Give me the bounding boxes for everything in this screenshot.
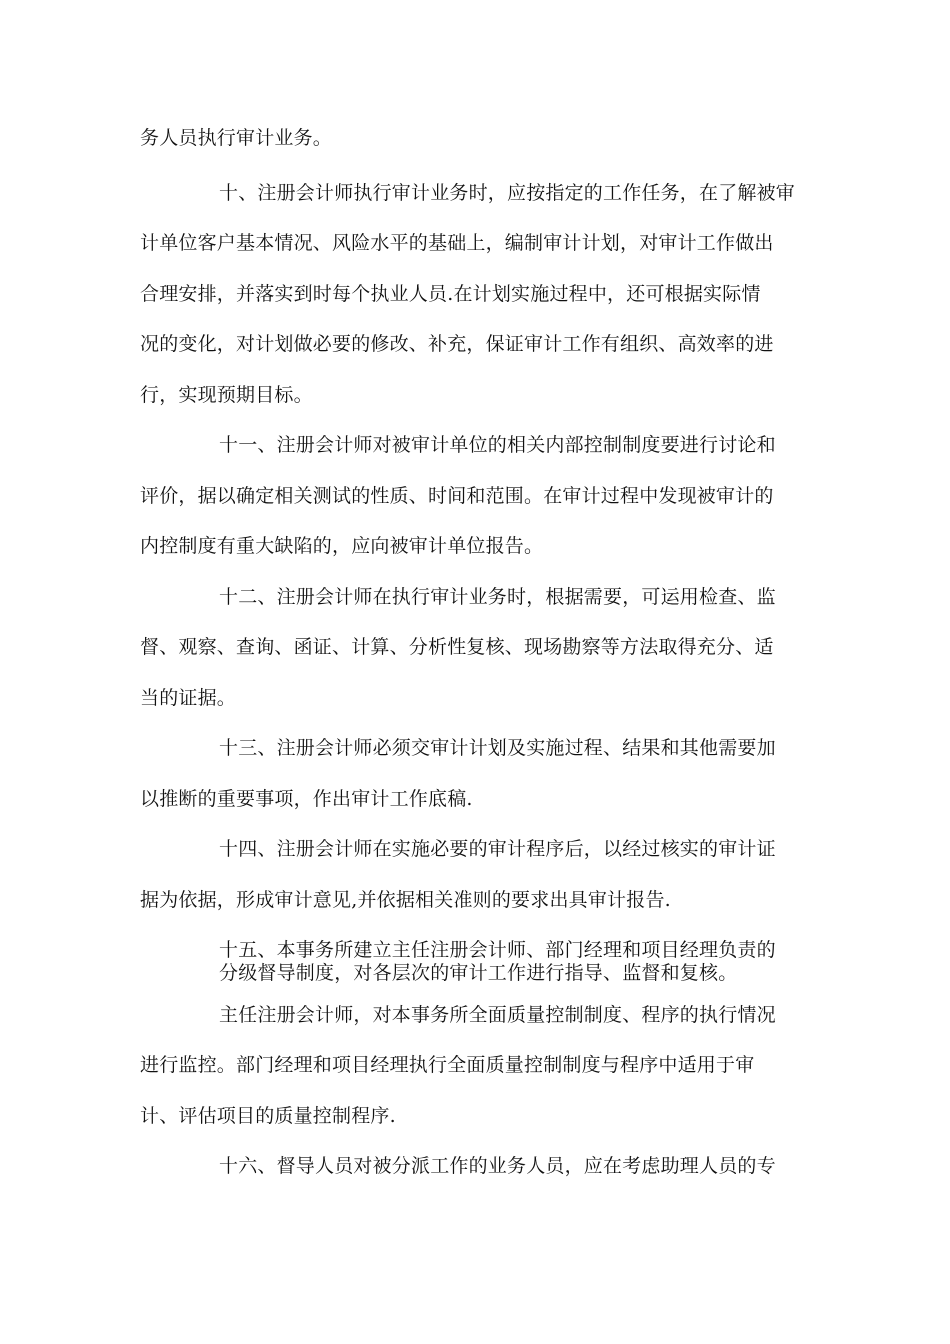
text-line: 况的变化，对计划做必要的修改、补充，保证审计工作有组织、高效率的进: [140, 333, 774, 355]
text-line: 十三、注册会计师必须交审计计划及实施过程、结果和其他需要加: [219, 737, 776, 759]
text-line: 十四、注册会计师在实施必要的审计程序后，以经过核实的审计证: [219, 838, 776, 860]
text-line: 进行监控。部门经理和项目经理执行全面质量控制制度与程序中适用于审: [140, 1054, 755, 1076]
text-line: 计、评估项目的质量控制程序.: [140, 1105, 396, 1127]
text-line: 十一、注册会计师对被审计单位的相关内部控制制度要进行讨论和: [219, 434, 776, 456]
text-line: 内控制度有重大缺陷的，应向被审计单位报告。: [140, 535, 544, 557]
text-line: 据为依据，形成审计意见,并依据相关准则的要求出具审计报告.: [140, 889, 671, 911]
text-line: 计单位客户基本情况、风险水平的基础上，编制审计计划，对审计工作做出: [140, 232, 774, 254]
text-line: 十二、注册会计师在执行审计业务时，根据需要，可运用检查、监: [219, 586, 776, 608]
text-line: 督、观察、查询、函证、计算、分析性复核、现场勘察等方法取得充分、适: [140, 636, 774, 658]
text-line: 主任注册会计师，对本事务所全面质量控制制度、程序的执行情况: [219, 1004, 776, 1026]
text-line: 行，实现预期目标。: [140, 384, 313, 406]
text-line: 务人员执行审计业务。: [140, 127, 333, 149]
text-line: 十五、本事务所建立主任注册会计师、部门经理和项目经理负责的: [219, 939, 776, 961]
text-line: 以推断的重要事项，作出审计工作底稿.: [140, 788, 473, 810]
text-line: 合理安排，并落实到时每个执业人员.在计划实施过程中，还可根据实际情: [140, 283, 761, 305]
text-line: 当的证据。: [140, 687, 237, 709]
text-line: 十六、督导人员对被分派工作的业务人员，应在考虑助理人员的专: [219, 1155, 776, 1177]
text-line: 分级督导制度，对各层次的审计工作进行指导、监督和复核。: [219, 962, 738, 984]
text-line: 十、注册会计师执行审计业务时，应按指定的工作任务，在了解被审: [219, 182, 796, 204]
text-line: 评价，据以确定相关测试的性质、时间和范围。在审计过程中发现被审计的: [140, 485, 774, 507]
